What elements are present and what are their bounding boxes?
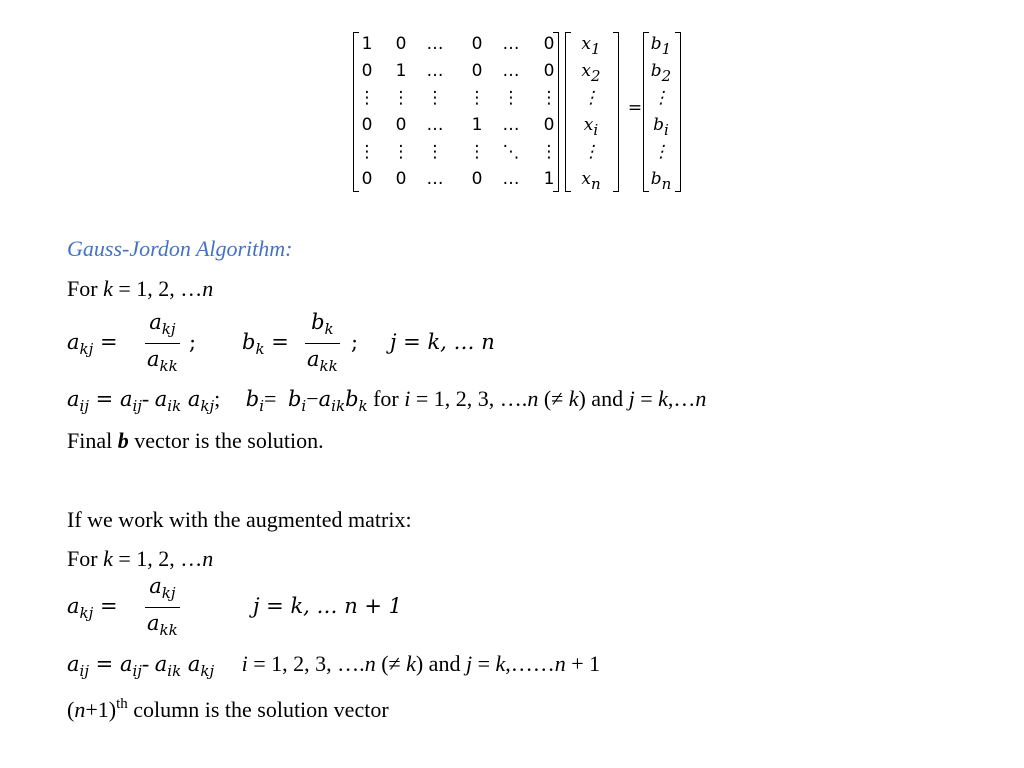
matrix-cell: ⋮ [502, 88, 520, 108]
matrix-cell: … [502, 34, 520, 54]
x-vector-entry: ⋮ [582, 142, 600, 162]
matrix-left-bracket [353, 32, 359, 192]
matrix-cell: 0 [361, 61, 373, 81]
x-vector-entry: x2 [581, 61, 601, 85]
b-vector-entry: bi [653, 115, 669, 139]
b-vector-entry: bn [650, 169, 672, 193]
elimination-equation: $a_{ij} = a_{ij}-$ $a_{ik}$ $a_{kj}$; $b_i= b_i-a_{ik}b_k$ for i = 1, 2, 3, ….n (≠ k) and j = k,…n [67, 386, 707, 415]
matrix-cell: ⋮ [392, 142, 410, 162]
matrix-cell: ⋮ [426, 142, 444, 162]
matrix-cell: … [502, 169, 520, 189]
b-vector-entry: ⋮ [652, 142, 670, 162]
b-vector-entry: ⋮ [652, 88, 670, 108]
matrix-cell: … [426, 61, 444, 81]
x-vector-entry: x1 [581, 34, 601, 58]
x-vector-entry: xn [581, 169, 601, 193]
matrix-cell: 0 [543, 34, 555, 54]
matrix-cell: ⋮ [540, 142, 558, 162]
matrix-cell: 0 [543, 61, 555, 81]
augmented-intro: If we work with the augmented matrix: [67, 507, 412, 532]
matrix-cell: 0 [395, 169, 407, 189]
matrix-cell: ⋮ [468, 142, 486, 162]
matrix-cell: 0 [361, 115, 373, 135]
matrix-cell: 0 [471, 169, 483, 189]
matrix-right-bracket [553, 32, 559, 192]
matrix-cell: ⋮ [540, 88, 558, 108]
matrix-equation [353, 22, 693, 192]
algorithm-title: Gauss-Jordon Algorithm: [67, 236, 293, 261]
matrix-equals-sign: = [627, 98, 643, 118]
matrix-cell: … [426, 34, 444, 54]
matrix-cell: 0 [395, 115, 407, 135]
matrix-cell: 0 [395, 34, 407, 54]
matrix-cell: … [502, 61, 520, 81]
matrix-cell: 1 [543, 169, 555, 189]
matrix-cell: ⋮ [358, 142, 376, 162]
matrix-cell: 1 [395, 61, 407, 81]
matrix-cell: 1 [361, 34, 373, 54]
for-line-1: For k = 1, 2, …n [67, 276, 214, 301]
x-vector-entry: xi [583, 115, 599, 139]
matrix-cell: ⋮ [358, 88, 376, 108]
for-line-2: For k = 1, 2, …n [67, 546, 214, 571]
matrix-cell: … [426, 115, 444, 135]
final-b-statement: Final b vector is the solution. [67, 428, 324, 453]
matrix-cell: ⋮ [392, 88, 410, 108]
matrix-cell: … [502, 115, 520, 135]
solution-column-statement: $(n+1)^{th}$ column is the solution vector [67, 696, 389, 722]
matrix-cell: 0 [361, 169, 373, 189]
matrix-cell: 0 [471, 61, 483, 81]
augmented-elimination-equation: $a_{ij} = a_{ij}-$ $a_{ik}$ $a_{kj}$ i = 1, 2, 3, ….n (≠ k) and j = k,……n + 1 [67, 651, 601, 680]
matrix-cell: … [426, 169, 444, 189]
x-vector-entry: ⋮ [582, 88, 600, 108]
matrix-cell: ⋮ [468, 88, 486, 108]
matrix-cell: 0 [543, 115, 555, 135]
matrix-cell: ⋮ [426, 88, 444, 108]
matrix-cell: ⋱ [502, 142, 520, 162]
b-vector-entry: b2 [650, 61, 672, 85]
matrix-cell: 1 [471, 115, 483, 135]
b-vector-entry: b1 [650, 34, 672, 58]
matrix-cell: 0 [471, 34, 483, 54]
